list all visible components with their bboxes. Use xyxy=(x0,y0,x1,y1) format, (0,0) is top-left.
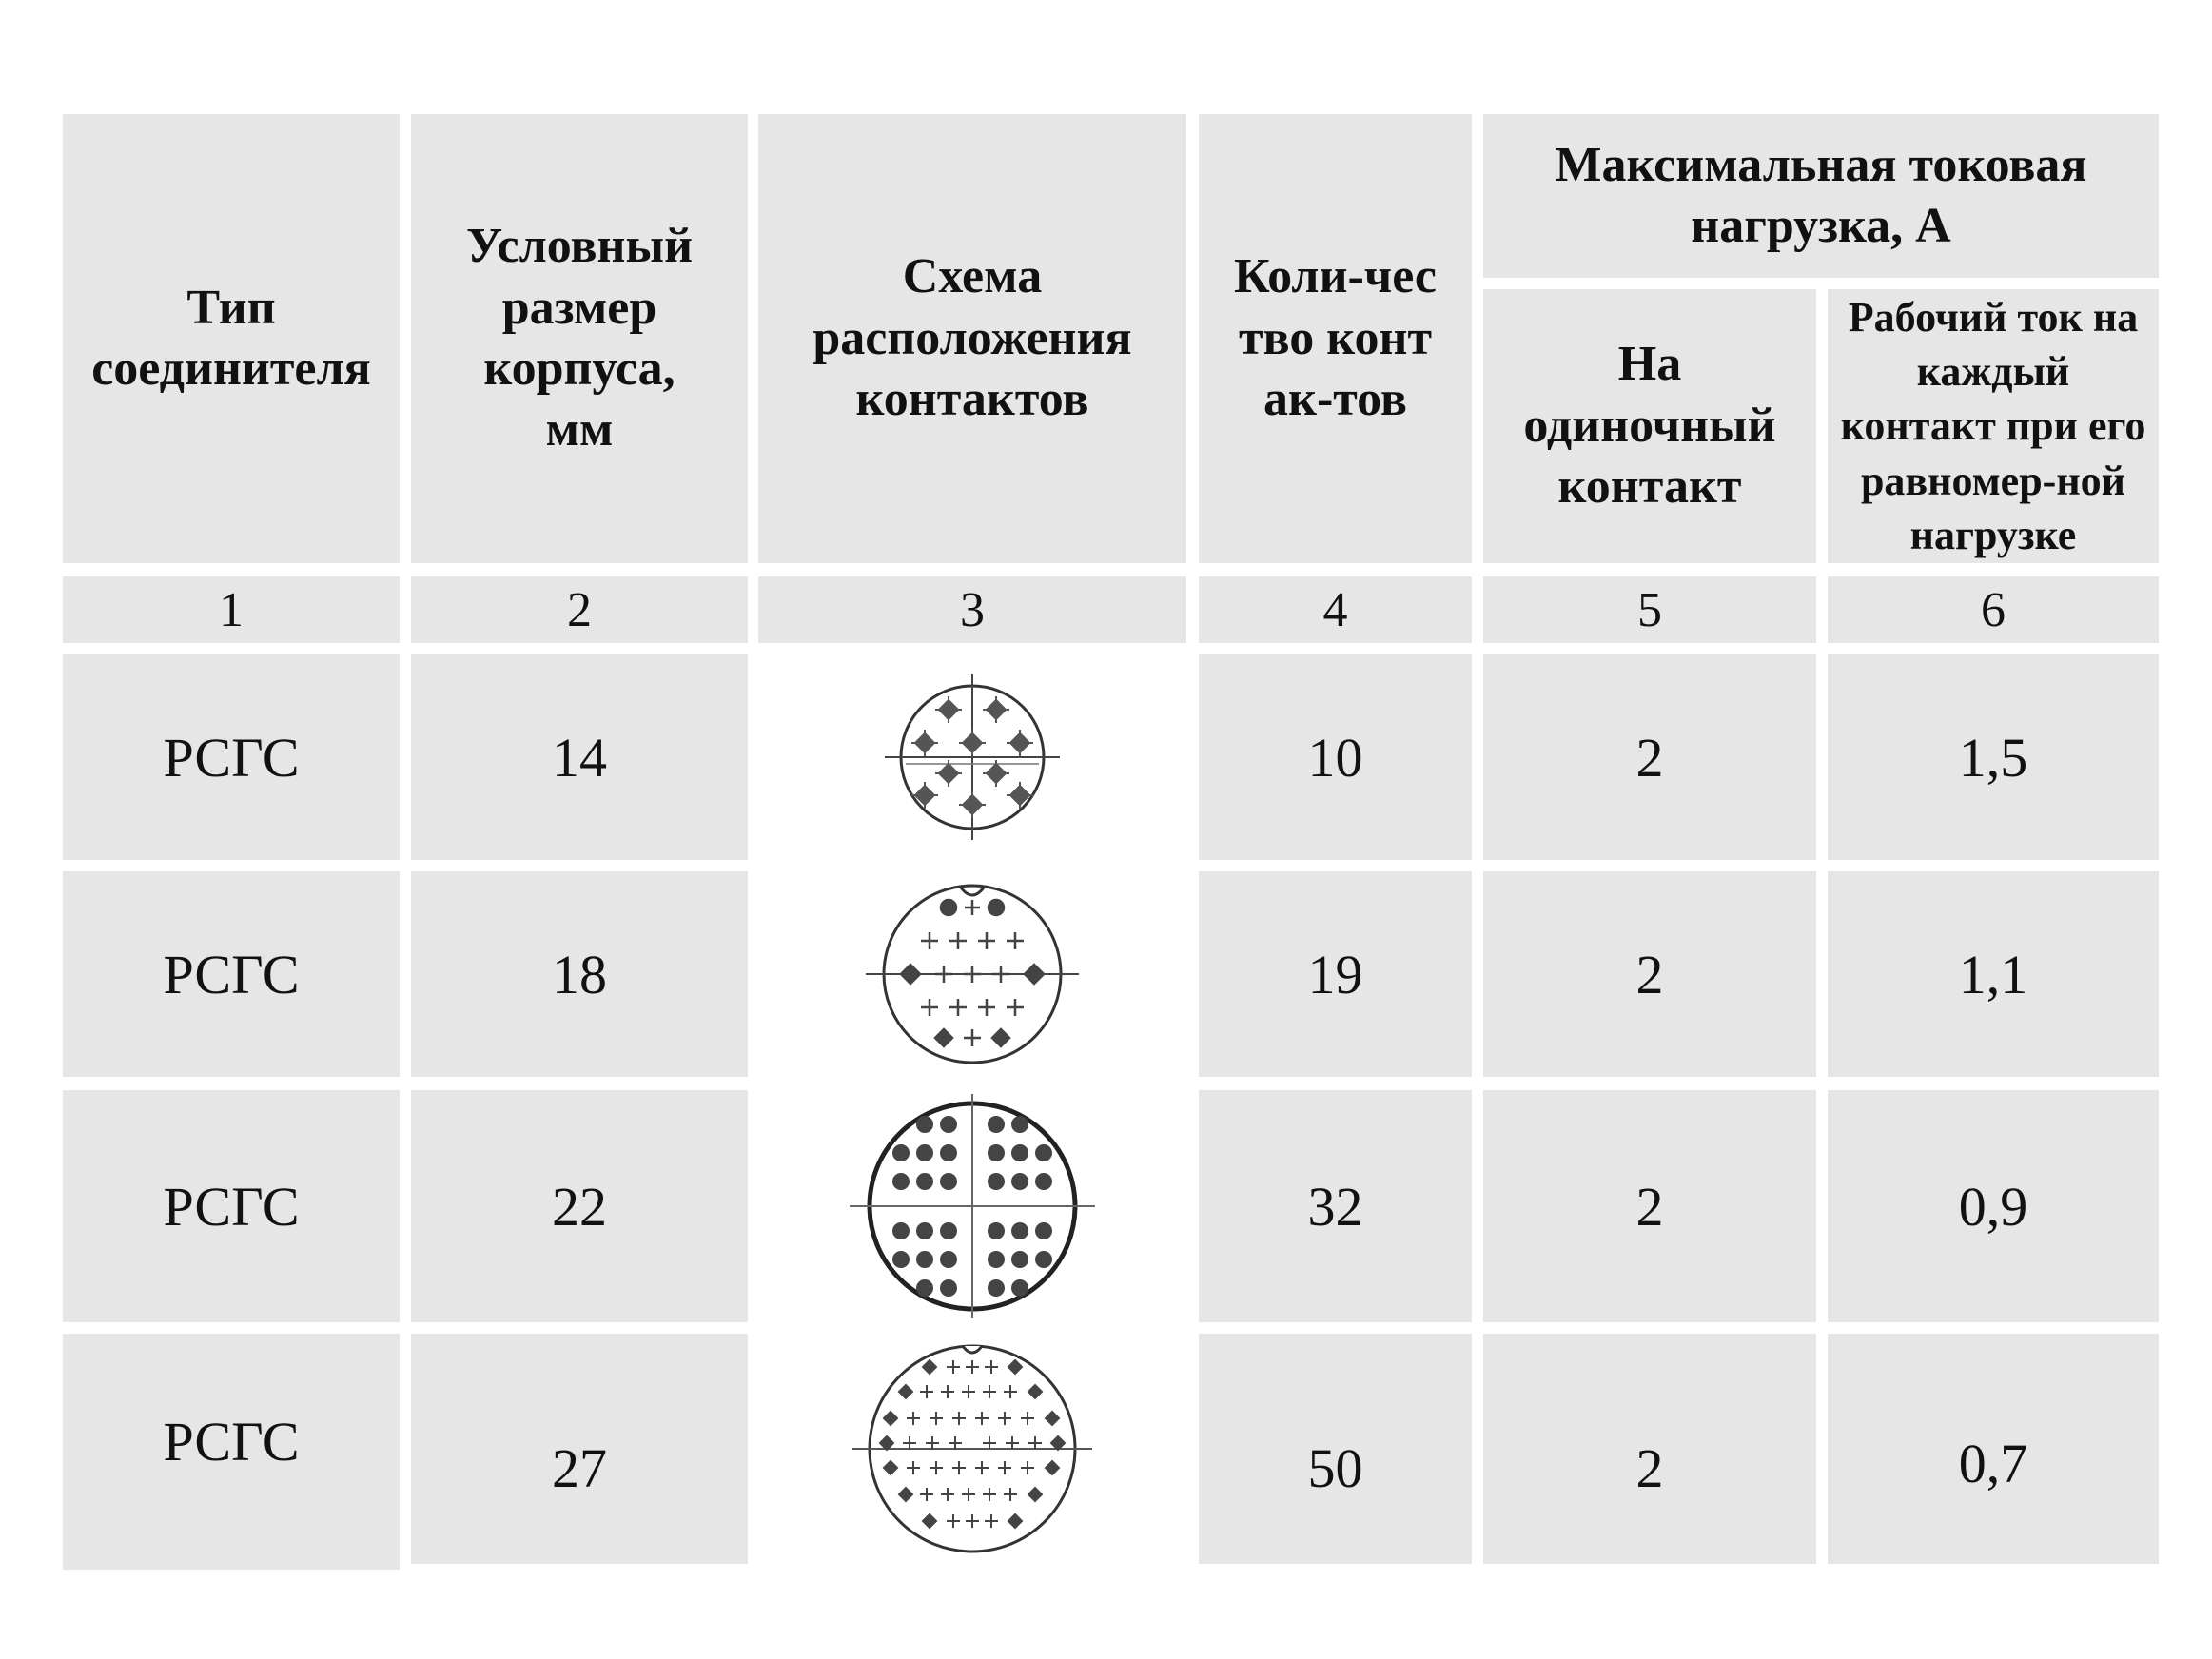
table-row-4-size: 27 xyxy=(411,1334,748,1564)
table-row-3-size: 22 xyxy=(411,1090,748,1322)
header-body-size-label: Условный размер корпуса, мм xyxy=(465,219,694,458)
table-row-2-single: 2 xyxy=(1483,871,1816,1077)
connector-10-contacts-diagram xyxy=(868,657,1077,857)
connector-19-contacts-diagram xyxy=(858,874,1086,1074)
header-contact-scheme-label: Схема расположения контактов xyxy=(812,249,1132,427)
header-working-current-label: Рабочий ток на каждый контакт при его равномер-ной нагрузке xyxy=(1840,294,2146,558)
header-contact-count-label: Коли-чество контак-тов xyxy=(1233,249,1437,427)
header-connector-type-label: Тип соединителя xyxy=(91,280,371,396)
header-working-current xyxy=(1828,289,2159,563)
connector-50-contacts-diagram xyxy=(849,1335,1096,1563)
column-number-2: 2 xyxy=(411,576,748,643)
table-row-2-count: 19 xyxy=(1199,871,1472,1077)
table-row-3-diagram xyxy=(758,1090,1186,1322)
column-number-6: 6 xyxy=(1828,576,2159,643)
column-number-1: 1 xyxy=(63,576,400,643)
column-number-3: 3 xyxy=(758,576,1186,643)
table-row-3-type: РСГС xyxy=(63,1090,400,1322)
table-row-1-single: 2 xyxy=(1483,654,1816,860)
table-row-4-type: РСГС xyxy=(63,1334,400,1570)
column-number-4: 4 xyxy=(1199,576,1472,643)
table-row-4-diagram xyxy=(758,1334,1186,1564)
table-row-2-diagram xyxy=(758,871,1186,1077)
table-row-2-type: РСГС xyxy=(63,871,400,1077)
table-row-4-count: 50 xyxy=(1199,1334,1472,1564)
table-row-1-working: 1,5 xyxy=(1828,654,2159,860)
connector-32-contacts-diagram xyxy=(844,1090,1101,1322)
header-contact-count xyxy=(1199,114,1472,563)
header-contact-scheme xyxy=(758,114,1186,563)
table-row-3-count: 32 xyxy=(1199,1090,1472,1322)
column-number-5: 5 xyxy=(1483,576,1816,643)
header-single-contact xyxy=(1483,289,1816,563)
table-row-1-size: 14 xyxy=(411,654,748,860)
header-max-load-label: Максимальная токовая нагрузка, А xyxy=(1555,137,2087,253)
table-row-4-single: 2 xyxy=(1483,1334,1816,1564)
table-row-3-working: 0,9 xyxy=(1828,1090,2159,1322)
table-row-1-type: РСГС xyxy=(63,654,400,860)
table-row-1-diagram xyxy=(758,654,1186,860)
table-row-4-working: 0,7 xyxy=(1828,1334,2159,1564)
table-row-2-working: 1,1 xyxy=(1828,871,2159,1077)
table-row-3-single: 2 xyxy=(1483,1090,1816,1322)
header-connector-type xyxy=(63,114,400,563)
table-row-2-size: 18 xyxy=(411,871,748,1077)
table-row-1-count: 10 xyxy=(1199,654,1472,860)
header-body-size xyxy=(411,114,748,563)
header-max-load xyxy=(1483,114,2159,278)
header-single-contact-label: На одиночный контакт xyxy=(1523,337,1776,515)
